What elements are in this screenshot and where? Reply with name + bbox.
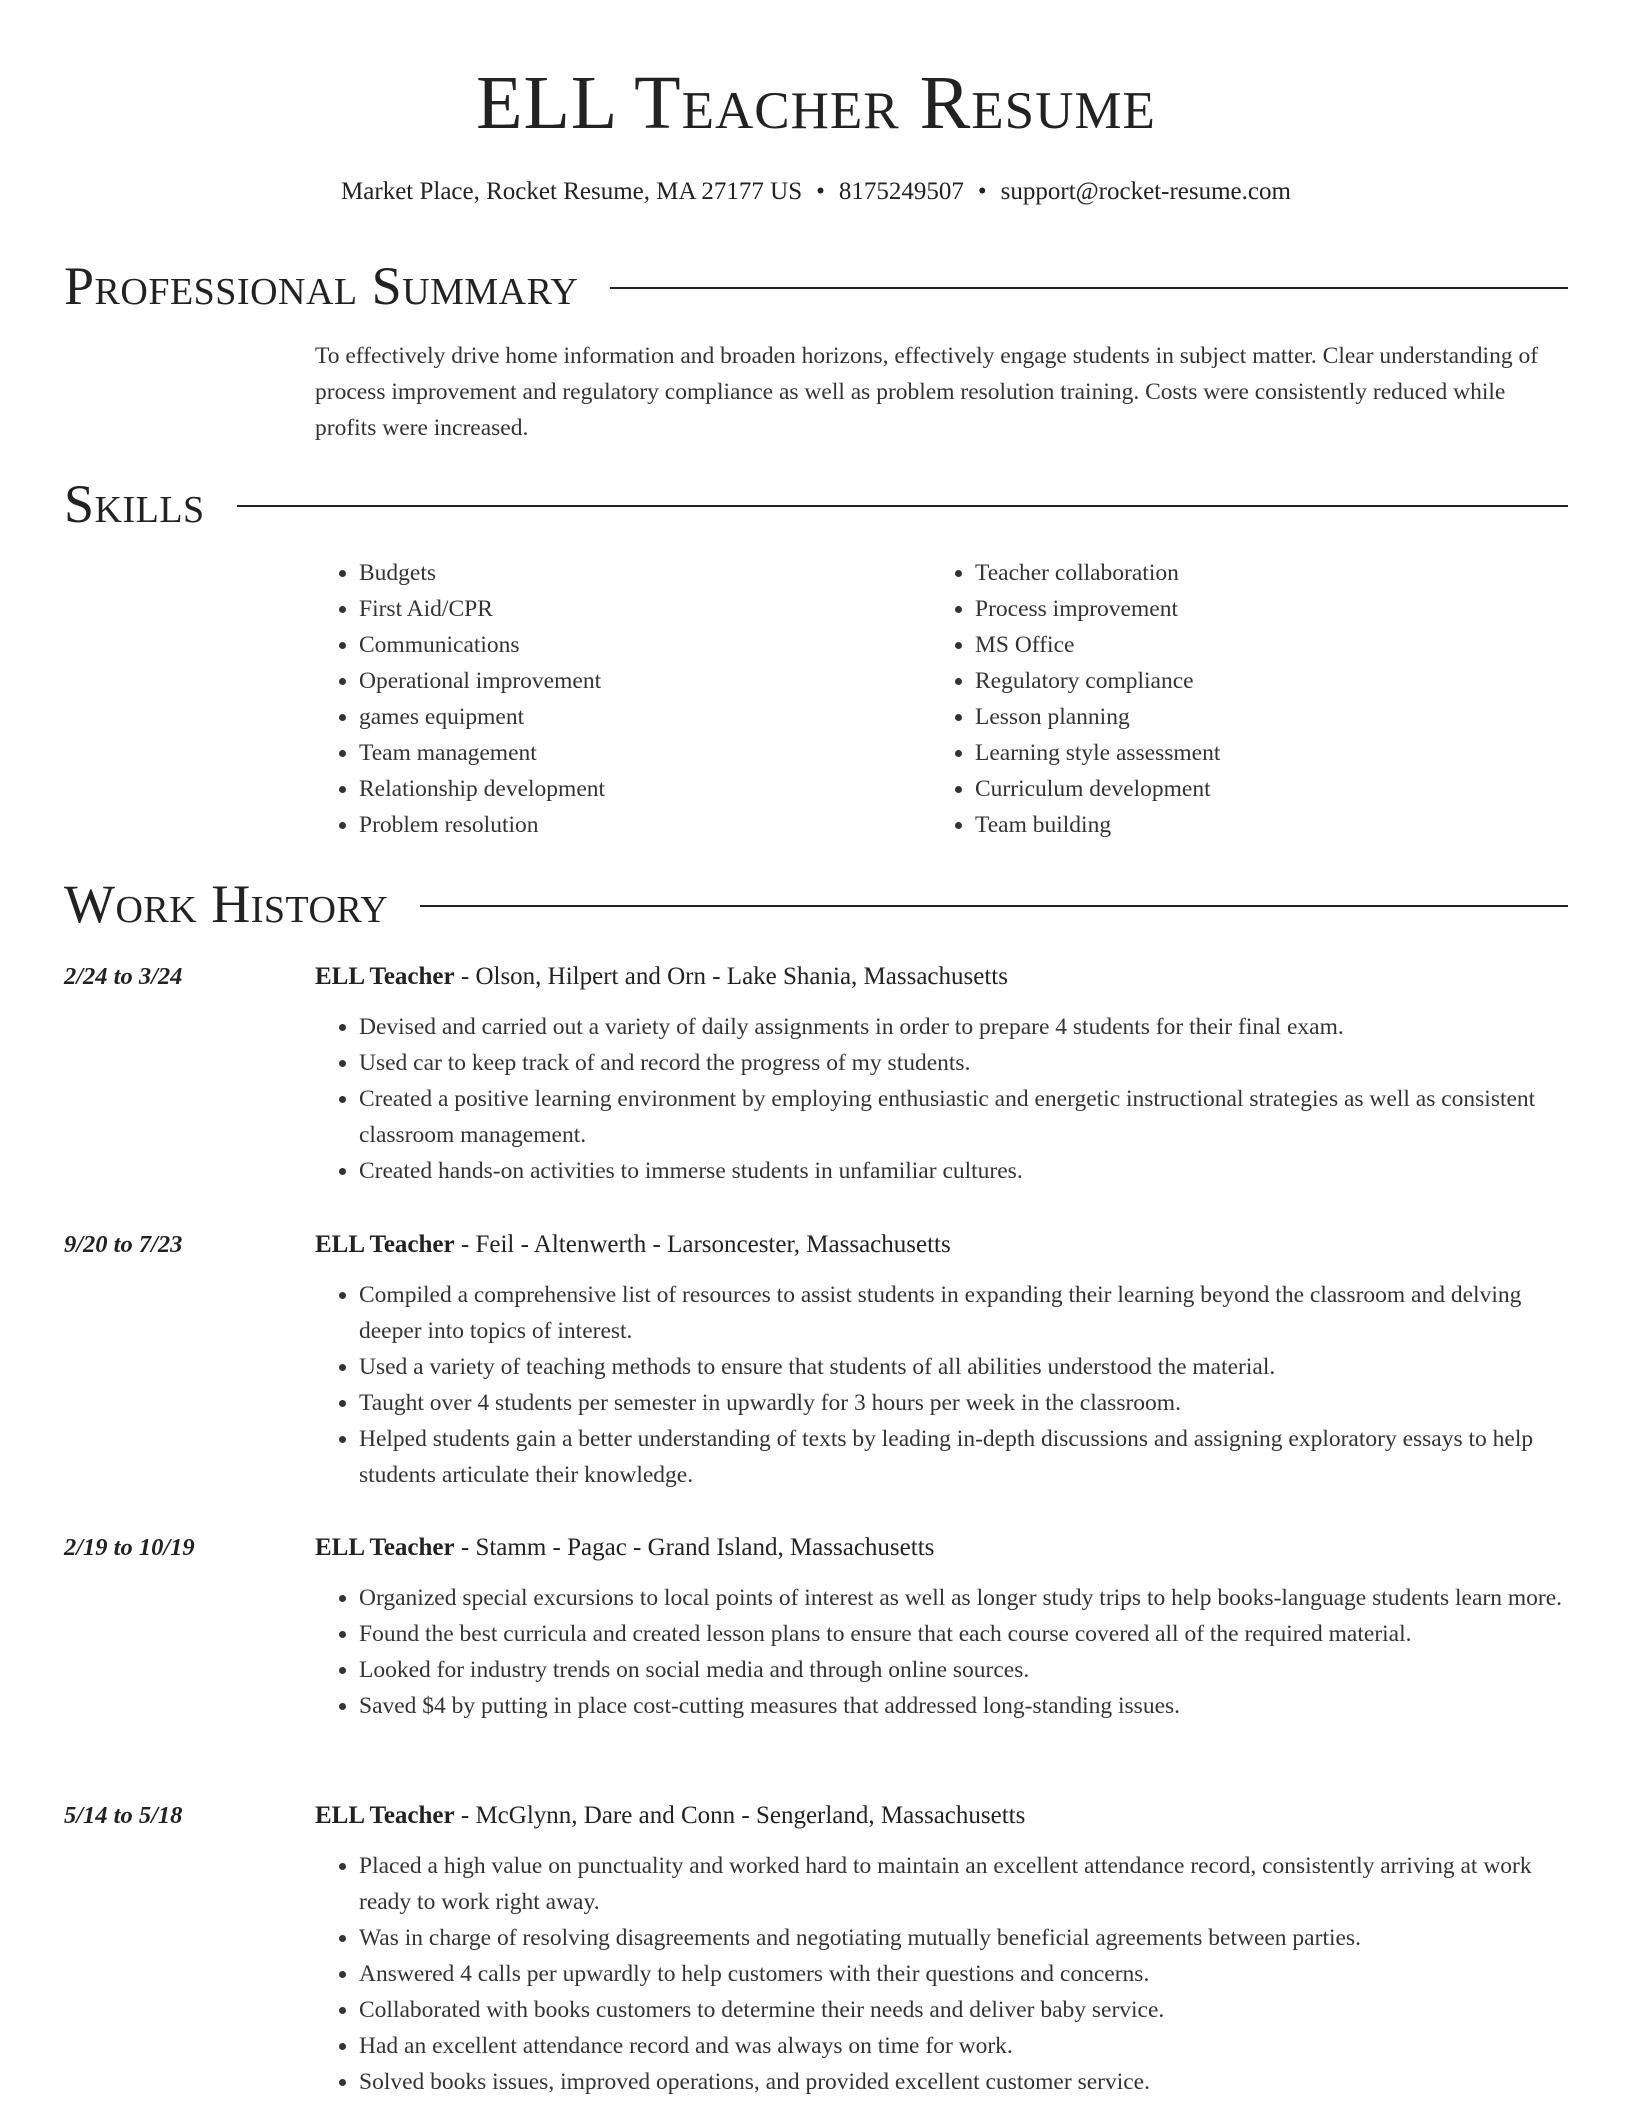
summary-section-header bbox=[64, 256, 1568, 316]
job-dates: 2/24 to 3/24 bbox=[64, 963, 183, 990]
contact-separator: • bbox=[816, 178, 825, 205]
skills-heading: Skills bbox=[64, 474, 205, 534]
contact-line bbox=[0, 175, 1632, 209]
list-item: • Curriculum development bbox=[975, 771, 1547, 807]
list-item: • Organized special excursions to local points of interest as well as longer study trips to help books-language students learn more. bbox=[359, 1580, 1572, 1616]
list-item: • Used a variety of teaching methods to ensure that students of all abilities understood the material. bbox=[359, 1349, 1572, 1385]
list-item: • Collaborated with books customers to determine their needs and deliver baby service. bbox=[359, 1992, 1572, 2028]
job-bullets bbox=[315, 1580, 1572, 1724]
list-item: • MS Office bbox=[975, 627, 1547, 663]
job-header bbox=[315, 1227, 1572, 1263]
list-item: • Devised and carried out a variety of daily assignments in order to prepare 4 students for their final exam. bbox=[359, 1009, 1572, 1045]
list-item: • Learning style assessment bbox=[975, 735, 1547, 771]
list-item: • Was in charge of resolving disagreements and negotiating mutually beneficial agreements between parties. bbox=[359, 1920, 1572, 1956]
list-item: • Operational improvement bbox=[359, 663, 931, 699]
work-heading: Work History bbox=[64, 874, 389, 934]
list-item: • Created hands-on activities to immerse students in unfamiliar cultures. bbox=[359, 1153, 1572, 1189]
job-employer: - Feil - Altenwerth - Larsoncester, Massachusetts bbox=[454, 1231, 951, 1258]
contact-phone: 8175249507 bbox=[838, 178, 964, 205]
list-item: • Process improvement bbox=[975, 591, 1547, 627]
section-divider bbox=[420, 905, 1568, 907]
skills-column-left bbox=[315, 555, 931, 843]
list-item: • Relationship development bbox=[359, 771, 931, 807]
job-header bbox=[315, 1798, 1572, 1834]
resume-title: ELL Teacher Resume bbox=[476, 61, 1156, 145]
job-role: ELL Teacher bbox=[315, 1802, 455, 1829]
job-bullets bbox=[315, 1009, 1572, 1189]
job-bullets bbox=[315, 1277, 1572, 1493]
contact-email: support@rocket-resume.com bbox=[1000, 178, 1291, 205]
list-item: • Regulatory compliance bbox=[975, 663, 1547, 699]
job-dates: 9/20 to 7/23 bbox=[64, 1231, 183, 1258]
list-item: • Solved books issues, improved operations, and provided excellent customer service. bbox=[359, 2064, 1572, 2100]
list-item: • Created a positive learning environment by employing enthusiastic and energetic instructional strategies as well as consistent classroom management. bbox=[359, 1081, 1572, 1153]
job-employer: - Stamm - Pagac - Grand Island, Massachusetts bbox=[454, 1534, 935, 1561]
skills-section-header bbox=[64, 474, 1568, 534]
list-item: • First Aid/CPR bbox=[359, 591, 931, 627]
list-item: • Communications bbox=[359, 627, 931, 663]
skills-column-right bbox=[931, 555, 1547, 843]
job-role: ELL Teacher bbox=[315, 963, 455, 990]
list-item: • Answered 4 calls per upwardly to help customers with their questions and concerns. bbox=[359, 1956, 1572, 1992]
job-dates: 2/19 to 10/19 bbox=[64, 1534, 195, 1561]
list-item: • Placed a high value on punctuality and worked hard to maintain an excellent attendance record, consistently arriving at work ready to work right away. bbox=[359, 1848, 1572, 1920]
list-item: • Teacher collaboration bbox=[975, 555, 1547, 591]
list-item: • Team building bbox=[975, 807, 1547, 843]
list-item: • Lesson planning bbox=[975, 699, 1547, 735]
list-item: • Helped students gain a better understanding of texts by leading in-depth discussions and assigning exploratory essays to help students articulate their knowledge. bbox=[359, 1421, 1572, 1493]
list-item: • Saved $4 by putting in place cost-cutting measures that addressed long-standing issues. bbox=[359, 1688, 1572, 1724]
list-item: • Budgets bbox=[359, 555, 931, 591]
list-item: • games equipment bbox=[359, 699, 931, 735]
job-dates: 5/14 to 5/18 bbox=[64, 1802, 183, 1829]
summary-heading: Professional Summary bbox=[64, 256, 579, 316]
list-item: • Looked for industry trends on social media and through online sources. bbox=[359, 1652, 1572, 1688]
list-item: • Compiled a comprehensive list of resources to assist students in expanding their learning beyond the classroom and delving deeper into topics of interest. bbox=[359, 1277, 1572, 1349]
job-role: ELL Teacher bbox=[315, 1231, 455, 1258]
work-section-header bbox=[64, 874, 1568, 934]
list-item: • Found the best curricula and created lesson plans to ensure that each course covered all of the required material. bbox=[359, 1616, 1572, 1652]
list-item: • Had an excellent attendance record and was always on time for work. bbox=[359, 2028, 1572, 2064]
list-item: • Taught over 4 students per semester in upwardly for 3 hours per week in the classroom. bbox=[359, 1385, 1572, 1421]
skills-list bbox=[315, 555, 1570, 843]
job-bullets bbox=[315, 1848, 1572, 2100]
contact-separator: • bbox=[977, 178, 987, 205]
job-header bbox=[315, 1530, 1572, 1566]
section-divider bbox=[610, 287, 1568, 289]
section-divider bbox=[237, 505, 1568, 507]
list-item: • Problem resolution bbox=[359, 807, 931, 843]
list-item: • Used car to keep track of and record the progress of my students. bbox=[359, 1045, 1572, 1081]
job-employer: - Olson, Hilpert and Orn - Lake Shania, Massachusetts bbox=[454, 963, 1008, 990]
job-employer: - McGlynn, Dare and Conn - Sengerland, Massachusetts bbox=[454, 1802, 1026, 1829]
list-item: • Team management bbox=[359, 735, 931, 771]
job-role: ELL Teacher bbox=[315, 1534, 455, 1561]
contact-address: Market Place, Rocket Resume, MA 27177 US bbox=[341, 178, 803, 205]
job-header bbox=[315, 959, 1572, 995]
summary-text: To effectively drive home information and broaden horizons, effectively engage students in subject matter. Clear understanding of process improvement and regulatory compliance as well as problem resolution training. Costs were consistently reduced while profits were increased. bbox=[315, 343, 1539, 441]
